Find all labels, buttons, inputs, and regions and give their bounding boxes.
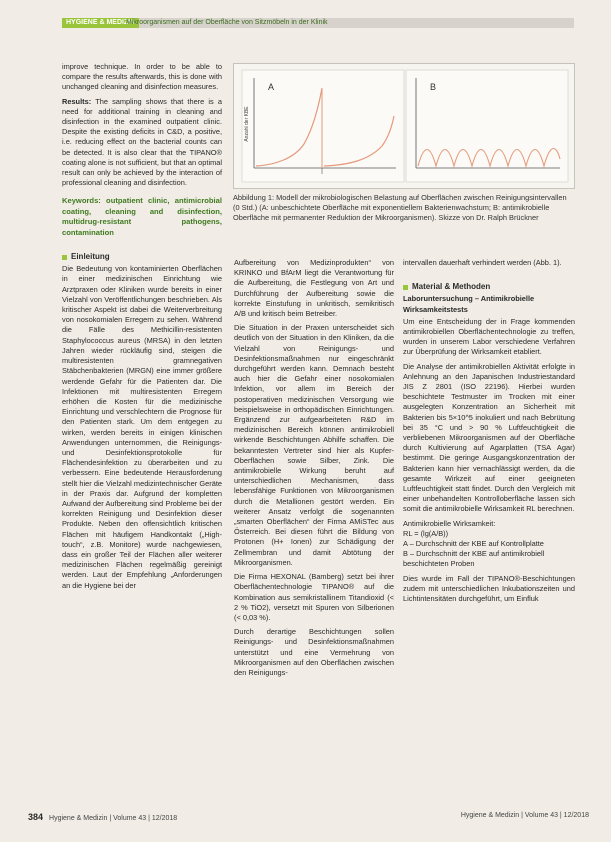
methods-heading: [403, 282, 575, 292]
formula-label: Antimikrobielle Wirksamkeit:: [403, 518, 496, 528]
methods-heading-text: Material & Methoden: [412, 282, 491, 292]
figure-caption: Abbildung 1: Modell der mikrobiologischen Belastung auf Oberflächen zwischen Reinigungsintervallen (0 Std.) (A: unbeschichtete Oberfläche mit exponentiellem Bakterienwachstum; B: antimikrobielle Oberfläche mit permanenter Reduktion der Mikroorganismen). Skizze von Dr. Ralph Brückner: [233, 193, 567, 223]
einleitung-heading-text: Einleitung: [71, 252, 110, 262]
col2-paragraph-2: Die Situation in der Praxen unterscheidet sich deutlich von der Situation in den Kliniken, da die Vielzahl von Reinigungs- und Desinfektionsmaßnahmen nur eingeschränkt durchgeführt werden kann. Demnach besteht auch hier die Gefahr einer nosokomialen Infektion, vor allem im Bereich der postoperativen medizinischen Versorgung wie beispielsweise in orthopädischen Einrichtungen. Ergänzend zur aufgearbeiteten R&D im medizinischen Bereich können antimikrobiell wirkende Beschichtungen Abhilfe schaffen. Die bekanntesten Vertreter sind hier als Kupfer-Oberflächen sowie Silber, Zink. Die antimikrobielle Wirkung beruht auf unterschiedlichen Mechanismen, dass lebensfähige Funktionen von Mikroorganismen durch die Metallionen gestört werden. Ein weiterer Ansatz verfolgt die sogenannten „smarten Oberflächen“ der Firma AMiSTec aus Österreich. Bei diesen führt die Bildung von Protonen (H+ Ionen) zur Schädigung der Zellmembran und damit Abtötung der Mikroorganismen.: [234, 323, 394, 567]
section-tag: HYGIENE & MEDIZIN: [62, 18, 139, 28]
col2-paragraph-3: Die Firma HEXONAL (Bamberg) setzt bei ihrer Oberflächentechnologie TIPANO® auf die Kombination aus semikristallinem Titandioxid (< 2 % TiO2), versetzt mit Spuren von Silberionen (< 0,03 %).: [234, 572, 394, 622]
footer-left: [28, 812, 177, 822]
col2-paragraph-1: Aufbereitung von Medizinprodukten“ von KRINKO und BfArM liegt die Verantwortung für die Aufbereitung, die Festlegung von Art und Durchführung der Aufbereitung sowie die korrekte Einstufung in unkritisch, semikritisch A/B und kritisch beim Betreiber.: [234, 258, 394, 319]
column-right: [403, 258, 575, 608]
journal-left: Hygiene & Medizin | Volume 43 | 12/2018: [49, 815, 178, 822]
keywords: Keywords: outpatient clinic, antimicrobial coating, cleaning and disinfection, multidrug-resistant pathogens, contamination: [62, 196, 222, 237]
results-paragraph: [62, 97, 222, 189]
results-label: Results:: [62, 96, 92, 106]
col2-paragraph-4: Durch derartige Beschichtungen sollen Reinigungs- und Desinfektionsmaßnahmen unterstützt und eine Vermehrung von Mikroorganismen auf den Oberflächen zwischen den Reinigungs-: [234, 627, 394, 677]
col3-paragraph-0: intervallen dauerhaft verhindert werden (Abb. 1).: [403, 258, 562, 267]
figure-1-chart: [234, 64, 574, 188]
y-axis-label: Anzahl der KBE: [244, 106, 250, 142]
abstract-tail: improve technique. In order to be able to compare the results afterwards, this is done with unchanged cleaning and disinfection measures.: [62, 62, 222, 92]
section-marker-icon: [403, 285, 408, 290]
column-middle: [234, 258, 394, 682]
footer-right: Hygiene & Medizin | Volume 43 | 12/2018: [460, 812, 589, 819]
einleitung-heading: [62, 252, 222, 262]
col3-paragraph-3: Dies wurde im Fall der TIPANO®-Beschichtungen zudem mit unterschiedlichen Inkubationszeiten und Lichtintensitäten durchgeführt, um Einfluk: [403, 573, 575, 604]
column-left: [62, 62, 222, 595]
einleitung-paragraph: Die Bedeutung von kontaminierten Oberflächen in einer medizinischen Einrichtung wie Arztpraxen oder Kliniken wurde bereits in einer Vielzahl von Veröffentlichungen beschrieben. Als kritischer Aspekt ist dabei die Weiterverbreitung von nosokomialen Erregern zu sehen. Während die Fälle des Methicillin-resistenten Staphylococcus aureus (MRSA) in den letzten Jahren wieder rückläufig sind, steigen die multiresistenten gramnegativen Stäbchenbakterien (MRGN) eine immer größere werdende Gefahr für die Patienten dar. Die Infektionen mit multiresistenten Erregern erhöhen die Kosten für die medizinische Einrichtung und verschlechtern die Prognose für den Patienten stark. Um dem entgegen zu wirken, werden bereits in einigen klinischen Anwendungen unternommen, die Reinigungs- und Desinfektionsprotokolle für Flächendesinfektion zu überarbeiten und zu verbessern. Eine bedeutende Herausforderung stellt hier die Vielzahl medizintechnischer Geräte in der Praxis dar. Aufgrund der kompletten Aufwand der Aufbereitung sind Probleme bei der korrekten Reinigung und Desinfektion dieser Produkte. Neben den offensichtlich kritischen Flächen mit häufigem Handkontakt („High-touch“, z.B. Monitore) wurde nachgewiesen, dass ein großer Teil der Flächen aller weiterer medizinischen Flächen regelmäßig gereinigt werden. Laut der Empfehlung „Anforderungen an die Hygiene bei der: [62, 264, 222, 590]
section-marker-icon: [62, 255, 67, 260]
formula-a: A – Durchschnitt der KBE auf Kontrollplatte: [403, 539, 544, 549]
col3-paragraph-1: Um eine Entscheidung der in Frage kommenden antimikrobiellen Oberflächentechnologie zu treffen, wurden in unserem Labor verschiedene Verfahren zur Überprüfung der Wirksamkeit etabliert.: [403, 316, 575, 357]
methods-subheading: Laboruntersuchung – Antimikrobielle Wirksamkeitstests: [403, 294, 535, 314]
page-number: 384: [28, 812, 44, 822]
results-text: The sampling shows that there is a need for additional training in cleaning and disinfection in the examined outpatient clinic. Despite the existing deficits in C&D, a positive, i.e. reducing effect on the bacterial counts can be detected. It is also clear that the TIPANO® coating alone is not sufficient, but that an optimal result can only be achieved by the interaction of professional cleaning and disinfection.: [62, 96, 223, 188]
col3-paragraph-2: Die Analyse der antimikrobiellen Aktivität erfolgte in Anlehnung an den Japanischen Industriestandard JIS Z 2801 (ISO 22196). Hierbei wurden beschichtete Testmuster im Trocken mit einer ausgelegten Konzentration an Sicherheit mit Bakterien bis 5×10^5 inokuliert und nach Bebrütung bei 35 °C und > 90 % Luftfeuchtigkeit die verbliebenen Mikroorganismen auf der Oberfläche durch Kultivierung auf Agarplatten (TSA Agar) bestimmt. Die geringe Ausgangskonzentration der Bakterien kann hier vernachlässigt werden, da die gesamte Wirkzeit auf einer geeigneten Luftfeuchtigkeit statt findet. Durch den Vergleich mit einer unbehandelten Kontrolloberfläche lassen sich somit die antimikrobielle Wirksamkeit RL berechnen.: [403, 361, 575, 514]
panel-a-label: A: [268, 82, 275, 92]
formula-block: [403, 519, 575, 570]
panel-b-label: B: [430, 82, 437, 92]
running-title: Mikroorganismen auf der Oberfläche von Sitzmöbeln in der Klinik: [126, 19, 328, 26]
figure-1: [233, 63, 575, 189]
formula-b: B – Durchschnitt der KBE auf antimikrobiell beschichteten Proben: [403, 549, 545, 569]
formula: RL = (lg(A/B)): [403, 528, 449, 538]
